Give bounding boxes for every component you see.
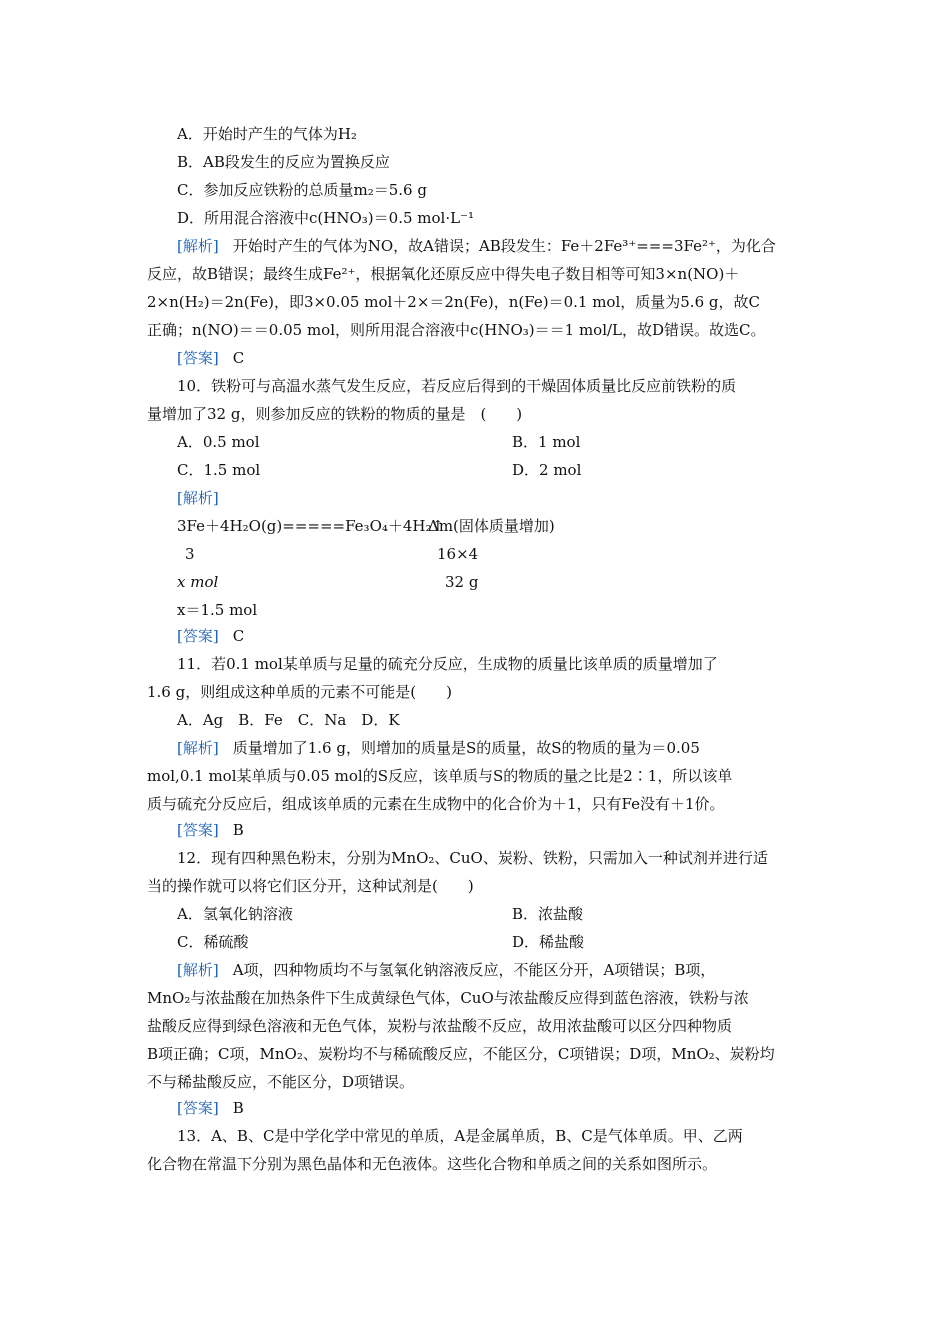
q10-option-a: A．0.5 mol	[177, 433, 260, 451]
q10-ratio-right: 16×4	[437, 545, 479, 563]
analysis-tag: [解析]	[177, 489, 219, 507]
answer-tag: [答案]	[177, 627, 219, 645]
q12-analysis-line-1	[177, 960, 715, 980]
q12-analysis-line-5: 不与稀盐酸反应，不能区分，D项错误。	[147, 1073, 415, 1091]
q11-options: A．Ag B．Fe C．Na D．K	[177, 711, 400, 729]
q12-stem-line-1: 12．现有四种黑色粉末，分别为MnO₂、CuO、炭粉、铁粉，只需加入一种试剂并进行适	[177, 849, 768, 867]
answer-tag: [答案]	[177, 349, 219, 367]
answer-tag: [答案]	[177, 821, 219, 839]
answer-value: C	[232, 349, 245, 367]
q10-unknown-right: 32 g	[445, 573, 479, 591]
q12-analysis-line-3: 盐酸反应得到绿色溶液和无色气体，炭粉与浓盐酸不反应，故用浓盐酸可以区分四种物质	[147, 1017, 733, 1035]
q9-analysis-line-4: 正确；n(NO)＝＝0.05 mol，则所用混合溶液中c(HNO₃)＝＝1 mol/L，故D错误。故选C。	[147, 321, 766, 339]
q10-ratio-left: 3	[185, 545, 195, 563]
q10-option-c: C．1.5 mol	[177, 461, 261, 479]
q12-option-b: B．浓盐酸	[512, 905, 584, 923]
q11-answer	[177, 820, 244, 840]
answer-value: C	[232, 627, 245, 645]
q10-option-d: D．2 mol	[512, 461, 582, 479]
q9-option-b: B．AB段发生的反应为置换反应	[177, 153, 390, 171]
answer-value: B	[232, 1099, 244, 1117]
q10-equation: 3Fe＋4H₂O(g)=====Fe₃O₄＋4H₂↑	[177, 517, 445, 535]
q10-analysis-tag	[177, 488, 233, 508]
q13-stem-line-1: 13．A、B、C是中学化学中常见的单质，A是金属单质，B、C是气体单质。甲、乙两	[177, 1127, 743, 1145]
q9-option-a: A．开始时产生的气体为H₂	[177, 125, 357, 143]
q9-analysis-line-2: 反应，故B错误；最终生成Fe²⁺，根据氧化还原反应中得失电子数目相等可知3×n(NO)＋	[147, 265, 740, 283]
q9-analysis-line-1	[177, 236, 776, 256]
q11-analysis-line-2: mol,0.1 mol某单质与0.05 mol的S反应，该单质与S的物质的量之比是2∶1，所以该单	[147, 767, 733, 785]
q9-option-d: D．所用混合溶液中c(HNO₃)＝0.5 mol·L⁻¹	[177, 209, 474, 227]
q10-result: x＝1.5 mol	[177, 601, 258, 619]
q11-stem-line-1: 11．若0.1 mol某单质与足量的硫充分反应，生成物的质量比该单质的质量增加了	[177, 655, 718, 673]
q13-stem-line-2: 化合物在常温下分别为黑色晶体和无色液体。这些化合物和单质之间的关系如图所示。	[147, 1155, 718, 1173]
q10-delta-m: Δm(固体质量增加)	[428, 517, 555, 535]
q12-option-d: D．稀盐酸	[512, 933, 585, 951]
q10-stem-line-1: 10．铁粉可与高温水蒸气发生反应，若反应后得到的干燥固体质量比反应前铁粉的质	[177, 377, 737, 395]
q9-analysis-line-3: 2×n(H₂)＝2n(Fe)，即3×0.05 mol＋2×＝2n(Fe)，n(Fe)＝0.1 mol，质量为5.6 g，故C	[147, 293, 760, 311]
q10-unknown-left: x mol	[177, 573, 219, 591]
q10-stem-line-2: 量增加了32 g，则参加反应的铁粉的物质的量是 ( )	[147, 405, 523, 423]
q9-option-c: C．参加反应铁粉的总质量m₂＝5.6 g	[177, 181, 427, 199]
analysis-text: 开始时产生的气体为NO，故A错误；AB段发生：Fe＋2Fe³⁺===3Fe²⁺，为化合	[232, 237, 776, 255]
q10-option-b: B．1 mol	[512, 433, 581, 451]
q12-option-a: A．氢氧化钠溶液	[177, 905, 293, 923]
analysis-tag: [解析]	[177, 237, 219, 255]
analysis-tag: [解析]	[177, 739, 219, 757]
q12-option-c: C．稀硫酸	[177, 933, 249, 951]
q11-analysis-line-1	[177, 738, 700, 758]
q11-analysis-line-3: 质与硫充分反应后，组成该单质的元素在生成物中的化合价为＋1，只有Fe没有＋1价。	[147, 795, 725, 813]
q10-answer	[177, 626, 244, 646]
analysis-text: 质量增加了1.6 g，则增加的质量是S的质量，故S的物质的量为＝0.05	[232, 739, 700, 757]
answer-value: B	[232, 821, 244, 839]
analysis-tag: [解析]	[177, 961, 219, 979]
q9-answer	[177, 348, 244, 368]
q12-answer	[177, 1098, 244, 1118]
q12-stem-line-2: 当的操作就可以将它们区分开，这种试剂是( )	[147, 877, 474, 895]
q12-analysis-line-4: B项正确；C项，MnO₂、炭粉均不与稀硫酸反应，不能区分，C项错误；D项，MnO₂、炭粉均	[147, 1045, 775, 1063]
analysis-text: A项，四种物质均不与氢氧化钠溶液反应，不能区分开，A项错误；B项，	[232, 961, 716, 979]
q12-analysis-line-2: MnO₂与浓盐酸在加热条件下生成黄绿色气体，CuO与浓盐酸反应得到蓝色溶液，铁粉与浓	[147, 989, 749, 1007]
answer-tag: [答案]	[177, 1099, 219, 1117]
q11-stem-line-2: 1.6 g，则组成这种单质的元素不可能是( )	[147, 683, 452, 701]
